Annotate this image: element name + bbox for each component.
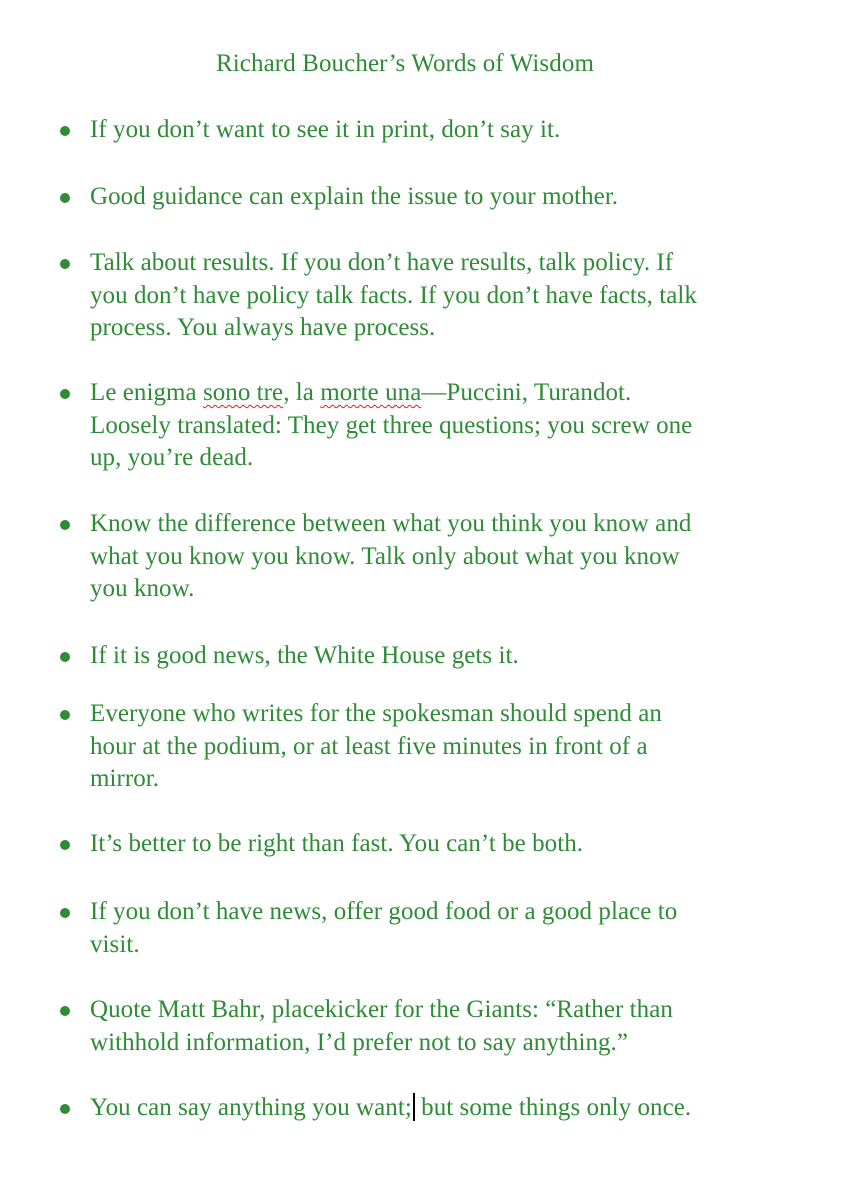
list-item-line: Everyone who writes for the spokesman should spend an (90, 700, 662, 727)
list-item-line: If you don’t want to see it in print, don’t say it. (90, 116, 561, 143)
list-item-line: Loosely translated: They get three questions; you screw one (90, 411, 693, 439)
list-item[interactable] (90, 896, 790, 961)
list-item-line: mirror. (90, 765, 160, 792)
text-run: Le enigma (90, 379, 203, 406)
list-item[interactable] (90, 114, 790, 147)
list-item[interactable] (90, 247, 790, 345)
list-item-line: withhold information, I’d prefer not to say anything.” (90, 1028, 628, 1056)
list-item[interactable] (90, 181, 790, 214)
text-run: —Puccini, Turandot. (421, 379, 632, 406)
list-item-line: It’s better to be right than fast. You can’t be both. (90, 830, 584, 857)
list-item[interactable] (90, 994, 790, 1059)
list-item-line: If you don’t have news, offer good food or a good place to (90, 898, 678, 925)
bullet-marker (60, 840, 70, 850)
list-item-line: what you know you know. Talk only about what you know (90, 542, 680, 570)
list-item-line (90, 1092, 790, 1125)
list-item-line: Quote Matt Bahr, placekicker for the Giants: “Rather than (90, 996, 673, 1023)
bullet-marker (60, 520, 70, 530)
text-run: but some things only once. (414, 1094, 692, 1121)
list-item-line (90, 377, 790, 410)
list-item-line: process. You always have process. (90, 314, 436, 341)
text-run: , la (283, 379, 321, 406)
list-item-line: hour at the podium, or at least five minutes in front of a (90, 732, 648, 760)
list-item[interactable] (90, 698, 790, 796)
list-item-line: Good guidance can explain the issue to your mother. (90, 183, 619, 210)
list-item-line: you know. (90, 575, 195, 602)
misspelled-word[interactable]: sono tre (202, 379, 284, 406)
bullet-marker (60, 908, 70, 918)
list-item[interactable] (90, 828, 790, 861)
list-item[interactable] (90, 1092, 790, 1125)
bullet-marker (60, 1104, 70, 1114)
list-item-line: visit. (90, 930, 140, 958)
list-item[interactable] (90, 377, 790, 475)
bullet-marker (60, 1006, 70, 1016)
list-item-line: you don’t have policy talk facts. If you don’t have facts, talk (90, 281, 697, 309)
bullet-marker (60, 259, 70, 269)
bullet-marker (60, 652, 70, 662)
list-item-line: up, you’re dead. (90, 444, 254, 471)
list-item[interactable] (90, 508, 790, 606)
bullet-marker (60, 126, 70, 136)
bullet-marker (60, 389, 70, 399)
document-title: Richard Boucher’s Words of Wisdom (215, 50, 595, 77)
bullet-marker (60, 193, 70, 203)
list-item-line: Know the difference between what you think you know and (90, 510, 692, 537)
bullet-marker (60, 710, 70, 720)
text-run: You can say anything you want; (90, 1094, 412, 1121)
list-item-line: If it is good news, the White House gets it. (90, 642, 519, 669)
list-item-line: Talk about results. If you don’t have results, talk policy. If (90, 249, 674, 276)
misspelled-word[interactable]: morte una (320, 379, 422, 406)
list-item[interactable] (90, 640, 790, 673)
